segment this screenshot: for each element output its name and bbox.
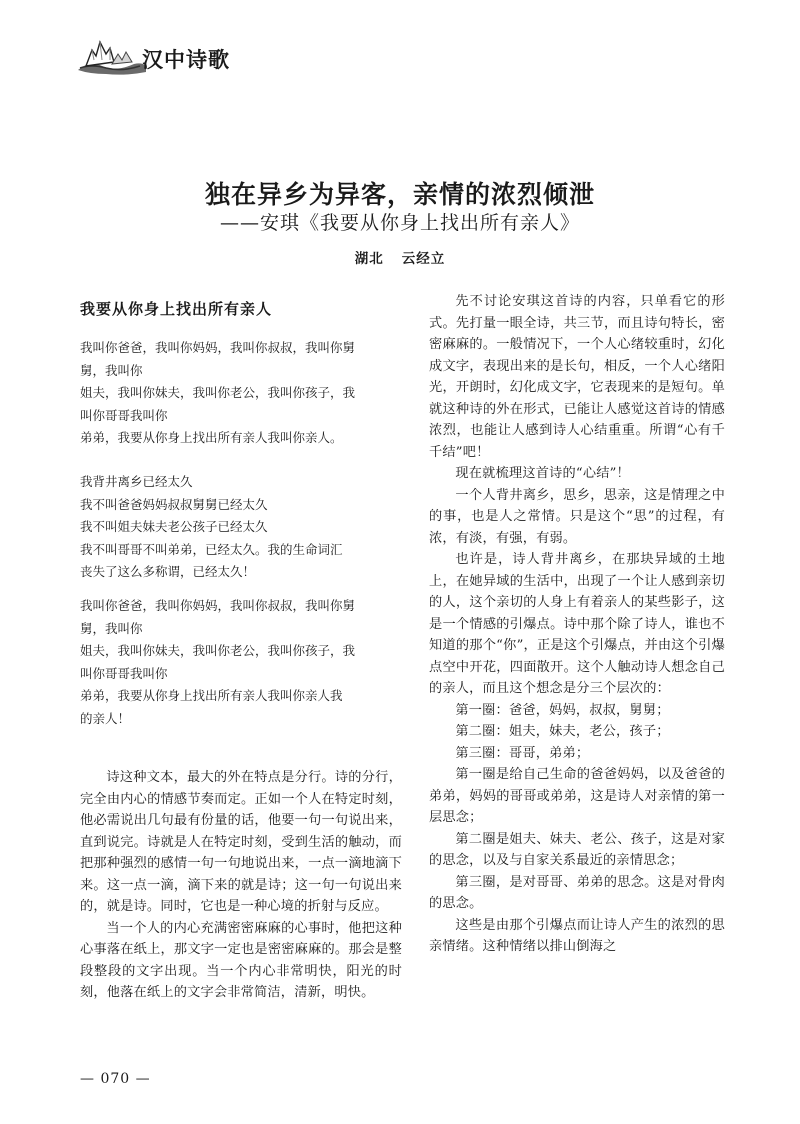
paragraph: 先不讨论安琪这首诗的内容，只单看它的形式。先打量一眼全诗，共三节，而且诗句特长，密密麻麻的。一般情况下，一个人心绪较重时，幻化成文字，表现出来的是长句，相反，一个人心绪阳光，开朗时，幻化成文字，它表现来的是短句。单就这种诗的外在形式，已能让人感觉这首诗的情感浓烈，也能让人感到诗人心结重重。所谓“心有千千结”吧！ <box>429 294 725 460</box>
poem-line: 丧失了这么多称谓，已经太久！ <box>80 564 256 579</box>
poem-line: 舅，我叫你 <box>80 620 143 636</box>
page-number: — 070 — <box>80 1071 151 1087</box>
poem-line: 我不叫爸爸妈妈叔叔舅舅已经太久 <box>80 496 268 512</box>
poem-line: 我叫你爸爸，我叫你妈妈，我叫你叔叔，我叫你舅 <box>80 598 356 613</box>
left-column-prose <box>80 767 402 1004</box>
author-place: 湖北 <box>354 251 384 267</box>
section-title: 汉中诗歌 <box>142 47 230 72</box>
paragraph: 当一个人的内心充满密密麻麻的心事时，他把这种心事落在纸上，那文字一定也是密密麻麻的。那会是整段整段的文字出现。当一个内心非常明快，阳光的时刻，他落在纸上的文字会非常简洁，清新，明快。 <box>80 920 402 1000</box>
poem-line: 叫你哥哥我叫你 <box>80 665 168 681</box>
poem-line: 姐夫，我叫你妹夫，我叫你老公，我叫你孩子，我 <box>80 385 356 400</box>
poem-stanza-2 <box>80 471 400 584</box>
paragraph: 第二圈：姐夫，妹夫，老公，孩子； <box>455 724 670 739</box>
poem-stanza-3 <box>80 595 400 730</box>
article-title: 独在异乡为异客，亲情的浓烈倾泄 <box>204 180 595 209</box>
right-column-prose <box>429 291 725 958</box>
paragraph: 第三圈，是对哥哥、弟弟的思念。这是对骨肉的思念。 <box>429 874 725 911</box>
poem-line: 我背井离乡已经太久 <box>80 474 193 489</box>
mountain-logo-icon <box>76 30 148 78</box>
paragraph: 一个人背井离乡，思乡，思亲，这是情理之中的事，也是人之常情。只是这个“思”的过程，有浓，有淡，有强，有弱。 <box>429 487 725 546</box>
paragraph: 诗这种文本，最大的外在特点是分行。诗的分行，完全由内心的情感节奏而定。正如一个人在特定时刻，他必需说出几句最有份量的话，他要一句一句说出来，直到说完。诗就是人在特定时刻，受到生活的触动，而把那种强烈的感情一句一句地说出来，一点一滴地滴下来。这一点一滴，滴下来的就是诗；这一句一句说出来的，就是诗。同时，它也是一种心境的折射与反应。 <box>80 770 402 914</box>
poem-line: 我叫你爸爸，我叫你妈妈，我叫你叔叔，我叫你舅 <box>80 340 356 355</box>
poem-line: 弟弟，我要从你身上找出所有亲人我叫你亲人我 <box>80 688 343 703</box>
paragraph: 这些是由那个引爆点而让诗人产生的浓烈的思亲情绪。这种情绪以排山倒海之 <box>429 917 725 954</box>
poem-line: 舅，我叫你 <box>80 362 143 378</box>
paragraph: 第三圈：哥哥，弟弟； <box>455 745 590 761</box>
paragraph: 第一圈是给自己生命的爸爸妈妈，以及爸爸的弟弟，妈妈的哥哥或弟弟，这是诗人对亲情的第一层思念； <box>429 767 725 825</box>
poem-line: 我不叫哥哥不叫弟弟，已经太久。我的生命词汇 <box>80 541 343 557</box>
poem-stanza-1 <box>80 337 400 450</box>
poem-line: 弟弟，我要从你身上找出所有亲人我叫你亲人。 <box>80 430 343 445</box>
paragraph: 也许是，诗人背井离乡，在那块异域的土地上，在她异域的生活中，出现了一个让人感到亲切的人，这个亲切的人身上有着亲人的某些影子，这是一个情感的引爆点。诗中那个除了诗人，谁也不知道的那个“你”，正是这个引爆点，并由这个引爆点空中开花，四面散开。这个人触动诗人想念自己的亲人，而且这个想念是分三个层次的： <box>429 552 725 696</box>
byline <box>0 247 800 267</box>
author-name: 云经立 <box>401 251 446 267</box>
paragraph: 第一圈：爸爸，妈妈，叔叔，舅舅； <box>455 702 670 718</box>
poem-line: 叫你哥哥我叫你 <box>80 407 168 423</box>
paragraph: 现在就梳理这首诗的“心结”！ <box>455 466 630 481</box>
poem-line: 姐夫，我叫你妹夫，我叫你老公，我叫你孩子，我 <box>80 643 356 658</box>
poem-title: 我要从你身上找出所有亲人 <box>80 300 273 318</box>
poem-line: 我不叫姐夫妹夫老公孩子已经太久 <box>80 519 268 534</box>
article-subtitle: ——安琪《我要从你身上找出所有亲人》 <box>219 212 580 234</box>
paragraph: 第二圈是姐夫、妹夫、老公、孩子，这是对家的思念，以及与自家关系最近的亲情思念； <box>429 831 725 868</box>
poem-line: 的亲人！ <box>80 710 131 726</box>
